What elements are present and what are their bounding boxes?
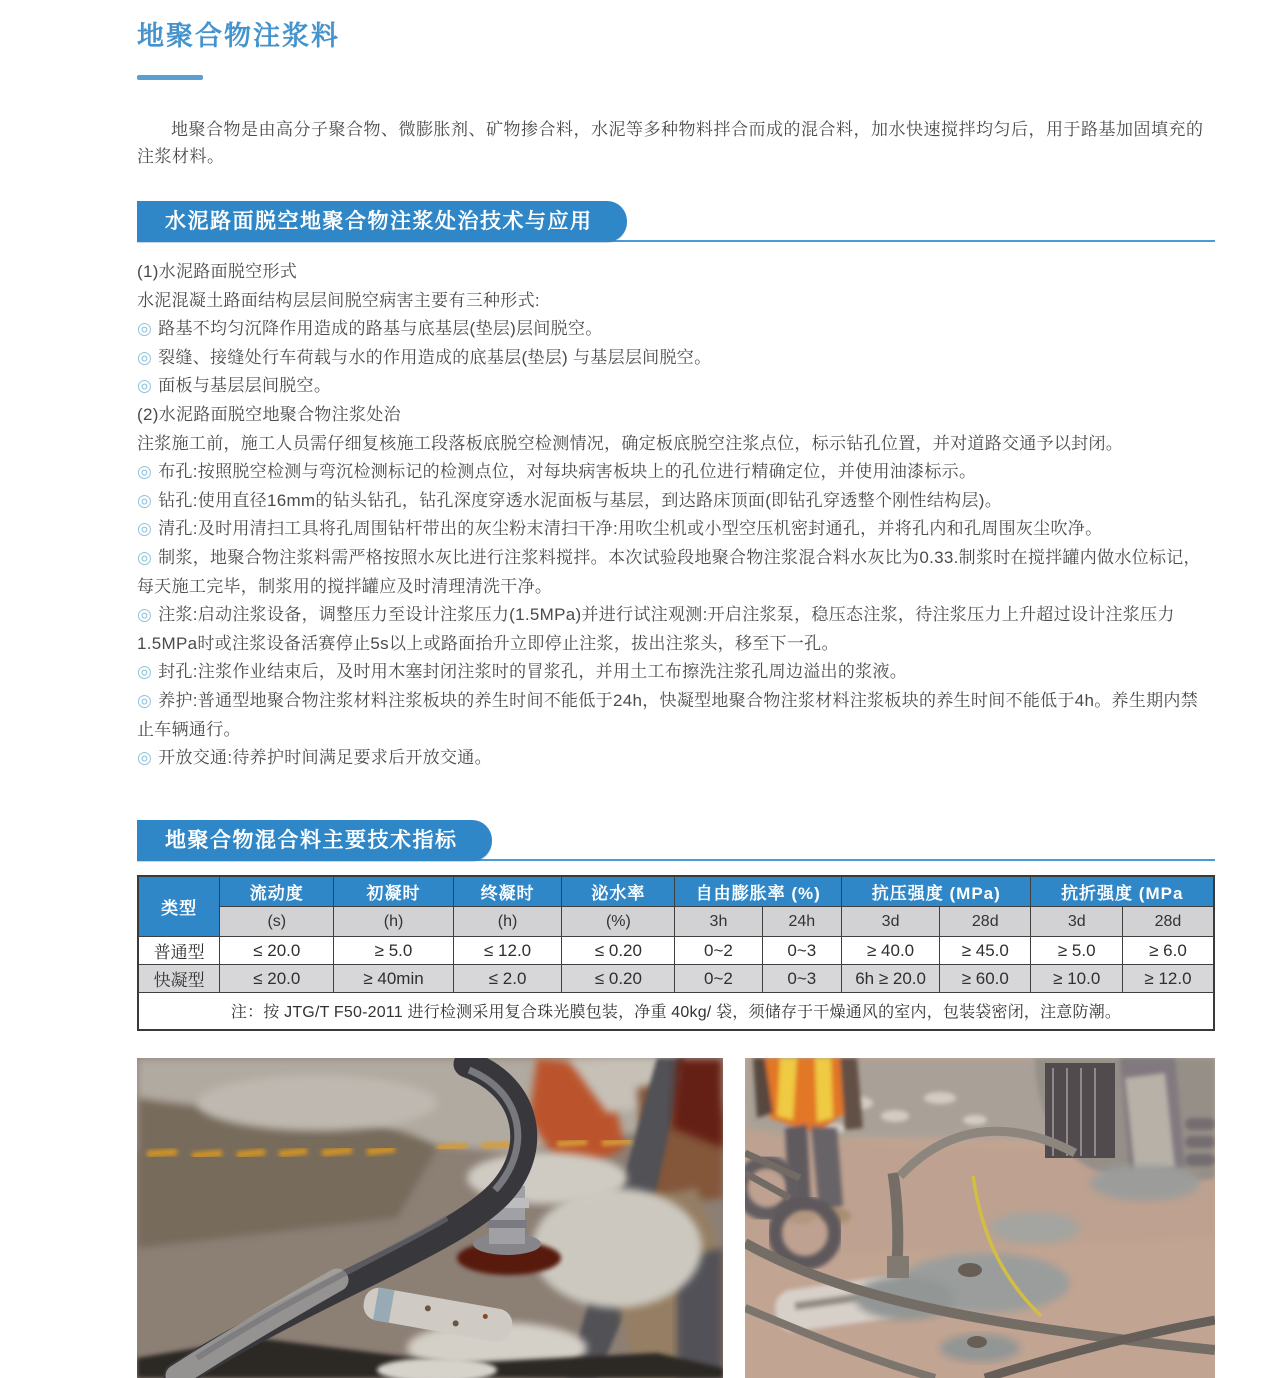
title-underline [137,75,203,80]
unit-cell: (h) [453,907,562,937]
unit-cell: 3h [675,907,762,937]
ring-bullet-icon: ◎ [137,547,153,567]
page-title: 地聚合物注浆料 [137,21,340,51]
list-item: ◎ 布孔:按照脱空检测与弯沉检测标记的检测点位，对每块病害板块上的孔位进行精确定位，并使用油漆标示。 [137,462,977,482]
unit-cell: 28d [940,907,1031,937]
value-cell: ≥ 40.0 [842,937,940,965]
value-cell: 0~3 [762,937,842,965]
table-row [138,937,1214,965]
list-item: ◎ 开放交通:待养护时间满足要求后开放交通。 [137,748,492,768]
section-1-body [137,258,1215,773]
unit-cell: (s) [220,907,334,937]
unit-cell: 28d [1122,907,1214,937]
value-cell: ≤ 20.0 [220,965,334,993]
unit-cell: (h) [334,907,453,937]
value-cell: ≤ 20.0 [220,937,334,965]
list-item: ◎ 封孔:注浆作业结束后，及时用木塞封闭注浆时的冒浆孔，并用土工布擦洗注浆孔周边溢出的浆液。 [137,662,908,682]
list-item: (2)水泥路面脱空地聚合物注浆处治 [137,404,401,424]
col-header-type: 类型 [138,876,220,937]
ring-bullet-icon: ◎ [137,490,153,510]
unit-cell: 3d [842,907,940,937]
ring-bullet-icon: ◎ [137,319,153,339]
list-item: 水泥混凝土路面结构层层间脱空病害主要有三种形式: [137,290,540,310]
list-item: ◎ 钻孔:使用直径16mm的钻头钻孔，钻孔深度穿透水泥面板与基层，到达路床顶面(即钻孔穿透整个刚性结构层)。 [137,490,1003,510]
section-banner-1 [137,201,1215,242]
value-cell: 0~3 [762,965,842,993]
value-cell: ≥ 6.0 [1122,937,1214,965]
value-cell: ≤ 12.0 [453,937,562,965]
col-header-final-set: 终凝时 [453,876,562,907]
list-item: ◎ 路基不均匀沉降作用造成的路基与底基层(垫层)层间脱空。 [137,319,603,339]
ring-bullet-icon: ◎ [137,347,153,367]
row-label: 快凝型 [138,965,220,993]
col-header-bleeding: 泌水率 [562,876,675,907]
col-header-flexural: 抗折强度 (MPa [1031,876,1214,907]
list-item: ◎ 清孔:及时用清扫工具将孔周围钻杆带出的灰尘粉末清扫干净:用吹尘机或小型空压机密封通孔，并将孔内和孔周围灰尘吹净。 [137,519,1103,539]
col-header-compressive: 抗压强度 (MPa) [842,876,1031,907]
col-header-expansion: 自由膨胀率 (%) [675,876,842,907]
list-item: ◎ 养护:普通型地聚合物注浆材料注浆板块的养生时间不能低于24h，快凝型地聚合物注浆材料注浆板块的养生时间不能低于4h。养生期内禁止车辆通行。 [137,690,1199,739]
value-cell: ≥ 60.0 [940,965,1031,993]
section-banner-2 [137,820,1215,861]
photo-grouting-hose-pavement [137,1058,723,1378]
ring-bullet-icon: ◎ [137,376,153,396]
value-cell: 6h ≥ 20.0 [842,965,940,993]
list-item: ◎ 制浆，地聚合物注浆料需严格按照水灰比进行注浆料搅拌。本次试验段地聚合物注浆混合料水灰比为0.33.制浆时在搅拌罐内做水位标记，每天施工完毕，制浆用的搅拌罐应及时清理清洗干净。 [137,547,1201,596]
ring-bullet-icon: ◎ [137,605,153,625]
col-header-flow: 流动度 [220,876,334,907]
value-cell: ≥ 10.0 [1031,965,1122,993]
list-item: ◎ 裂缝、接缝处行车荷载与水的作用造成的底基层(垫层) 与基层层间脱空。 [137,347,712,367]
unit-cell: (%) [562,907,675,937]
list-item: ◎ 面板与基层层间脱空。 [137,376,332,396]
list-item: ◎ 注浆:启动注浆设备，调整压力至设计注浆压力(1.5MPa)并进行试注观测:开启注浆泵，稳压态注浆，待注浆压力上升超过设计注浆压力1.5MPa时或注浆设备活赛停止5s以上或路面抬升立即停止注浆，拔出注浆头，移至下一孔。 [137,605,1175,653]
value-cell: ≤ 2.0 [453,965,562,993]
value-cell: 0~2 [675,937,762,965]
list-item: (1)水泥路面脱空形式 [137,262,298,281]
ring-bullet-icon: ◎ [137,462,153,482]
list-item: 注浆施工前，施工人员需仔细复核施工段落板底脱空检测情况，确定板底脱空注浆点位，标示钻孔位置，并对道路交通予以封闭。 [137,433,1124,453]
section-2-banner-label: 地聚合物混合料主要技术指标 [137,820,492,861]
ring-bullet-icon: ◎ [137,748,153,768]
spec-table [137,875,1215,1031]
photo-strip [137,1058,1215,1378]
table-note: 注：按 JTG/T F50-2011 进行检测采用复合珠光膜包装，净重 40kg/ 袋，须储存于干燥通风的室内，包装袋密闭，注意防潮。 [138,993,1214,1030]
unit-cell: 3d [1031,907,1122,937]
value-cell: ≥ 40min [334,965,453,993]
unit-cell: 24h [762,907,842,937]
photo-grouting-worksite [745,1058,1215,1378]
table-row [138,965,1214,993]
intro-paragraph: 地聚合物是由高分子聚合物、微膨胀剂、矿物掺合料，水泥等多种物料拌合而成的混合料，加水快速搅拌均匀后，用于路基加固填充的注浆材料。 [137,120,1204,166]
value-cell: ≥ 5.0 [334,937,453,965]
row-label: 普通型 [138,937,220,965]
value-cell: ≤ 0.20 [562,937,675,965]
col-header-initial-set: 初凝时 [334,876,453,907]
value-cell: ≥ 45.0 [940,937,1031,965]
ring-bullet-icon: ◎ [137,519,153,539]
value-cell: ≥ 5.0 [1031,937,1122,965]
section-1-banner-label: 水泥路面脱空地聚合物注浆处治技术与应用 [137,201,627,242]
value-cell: ≤ 0.20 [562,965,675,993]
value-cell: ≥ 12.0 [1122,965,1214,993]
ring-bullet-icon: ◎ [137,690,153,710]
value-cell: 0~2 [675,965,762,993]
ring-bullet-icon: ◎ [137,662,153,682]
